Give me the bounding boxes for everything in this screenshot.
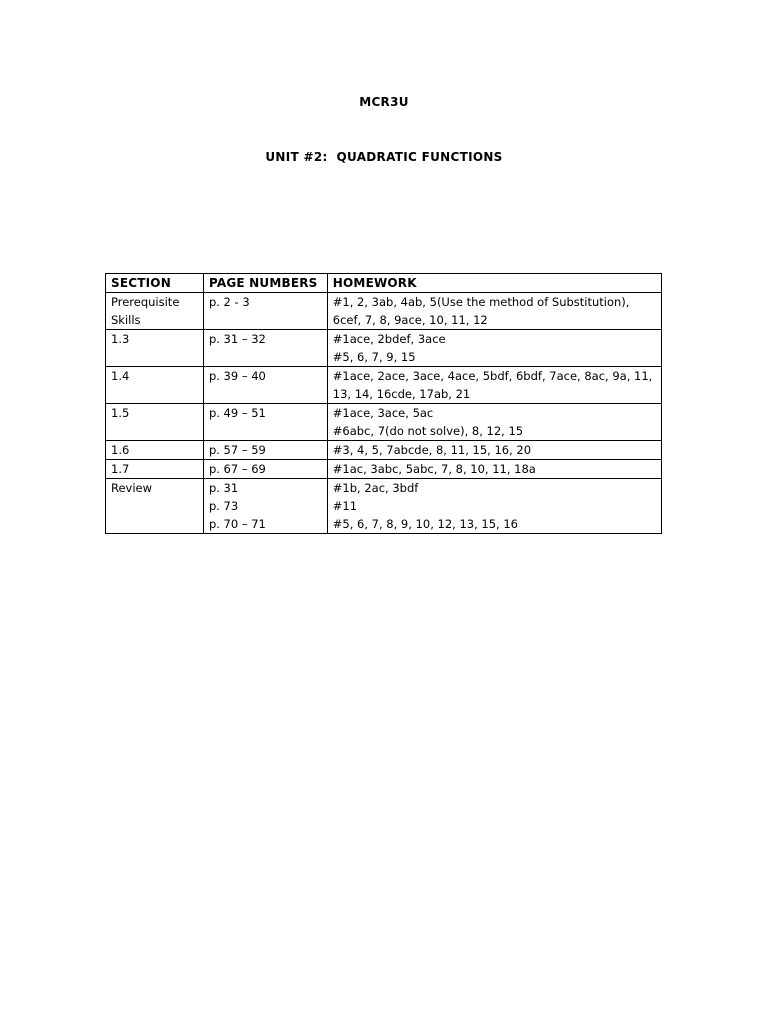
pages-line: p. 67 – 69: [208, 462, 266, 476]
pages-line: p. 2 - 3: [208, 295, 250, 309]
table-row: [106, 293, 662, 330]
table-header-row: [106, 274, 662, 293]
table-row: [106, 330, 662, 367]
pages-line: p. 31 – 32: [208, 332, 266, 346]
homework-line: #1b, 2ac, 3bdf: [332, 481, 419, 495]
homework-cell: [327, 460, 661, 479]
header-section: SECTION: [106, 274, 204, 293]
pages-cell: [203, 293, 327, 330]
section-cell: [106, 441, 204, 460]
section-line: 1.5: [111, 406, 130, 420]
homework-cell: [327, 293, 661, 330]
homework-line: #3, 4, 5, 7abcde, 8, 11, 15, 16, 20: [332, 443, 532, 457]
header-homework: HOMEWORK: [327, 274, 661, 293]
section-cell: [106, 330, 204, 367]
pages-line: p. 39 – 40: [208, 369, 266, 383]
homework-cell: [327, 479, 661, 534]
pages-line: p. 31: [208, 481, 239, 495]
homework-cell: [327, 441, 661, 460]
homework-table: [105, 273, 662, 534]
section-cell: [106, 479, 204, 534]
pages-cell: [203, 367, 327, 404]
section-line: 1.7: [111, 462, 130, 476]
section-cell: [106, 460, 204, 479]
table-row: [106, 367, 662, 404]
table-row: [106, 404, 662, 441]
homework-cell: [327, 330, 661, 367]
homework-line: #1ac, 3abc, 5abc, 7, 8, 10, 11, 18a: [332, 462, 536, 476]
section-cell: [106, 367, 204, 404]
homework-line: 6cef, 7, 8, 9ace, 10, 11, 12: [332, 313, 488, 327]
header-page-numbers: PAGE NUMBERS: [203, 274, 327, 293]
unit-title: UNIT #2: QUADRATIC FUNCTIONS: [265, 150, 503, 164]
homework-line: #1ace, 3ace, 5ac: [332, 406, 434, 420]
pages-cell: [203, 441, 327, 460]
pages-line: p. 49 – 51: [208, 406, 266, 420]
pages-cell: [203, 404, 327, 441]
homework-line: #11: [332, 499, 358, 513]
section-cell: [106, 293, 204, 330]
table-row: [106, 441, 662, 460]
homework-line: #6abc, 7(do not solve), 8, 12, 15: [332, 424, 524, 438]
homework-line: #5, 6, 7, 8, 9, 10, 12, 13, 15, 16: [332, 517, 518, 531]
homework-line: #5, 6, 7, 9, 15: [332, 350, 416, 364]
section-line: Skills: [111, 313, 141, 327]
pages-cell: [203, 330, 327, 367]
pages-cell: [203, 460, 327, 479]
section-line: 1.3: [111, 332, 130, 346]
section-cell: [106, 404, 204, 441]
pages-cell: [203, 479, 327, 534]
homework-line: #1, 2, 3ab, 4ab, 5(Use the method of Substitution),: [332, 295, 630, 309]
table-row: [106, 460, 662, 479]
pages-line: p. 57 – 59: [208, 443, 266, 457]
homework-line: 13, 14, 16cde, 17ab, 21: [332, 387, 471, 401]
homework-line: #1ace, 2bdef, 3ace: [332, 332, 446, 346]
course-code: MCR3U: [359, 95, 409, 109]
homework-cell: [327, 367, 661, 404]
table-row: [106, 479, 662, 534]
homework-line: #1ace, 2ace, 3ace, 4ace, 5bdf, 6bdf, 7ace, 8ac, 9a, 11,: [332, 369, 653, 383]
section-line: 1.6: [111, 443, 130, 457]
section-line: Review: [111, 481, 153, 495]
section-line: 1.4: [111, 369, 130, 383]
homework-cell: [327, 404, 661, 441]
pages-line: p. 73: [208, 499, 239, 513]
pages-line: p. 70 – 71: [208, 517, 266, 531]
section-line: Prerequisite: [111, 295, 180, 309]
